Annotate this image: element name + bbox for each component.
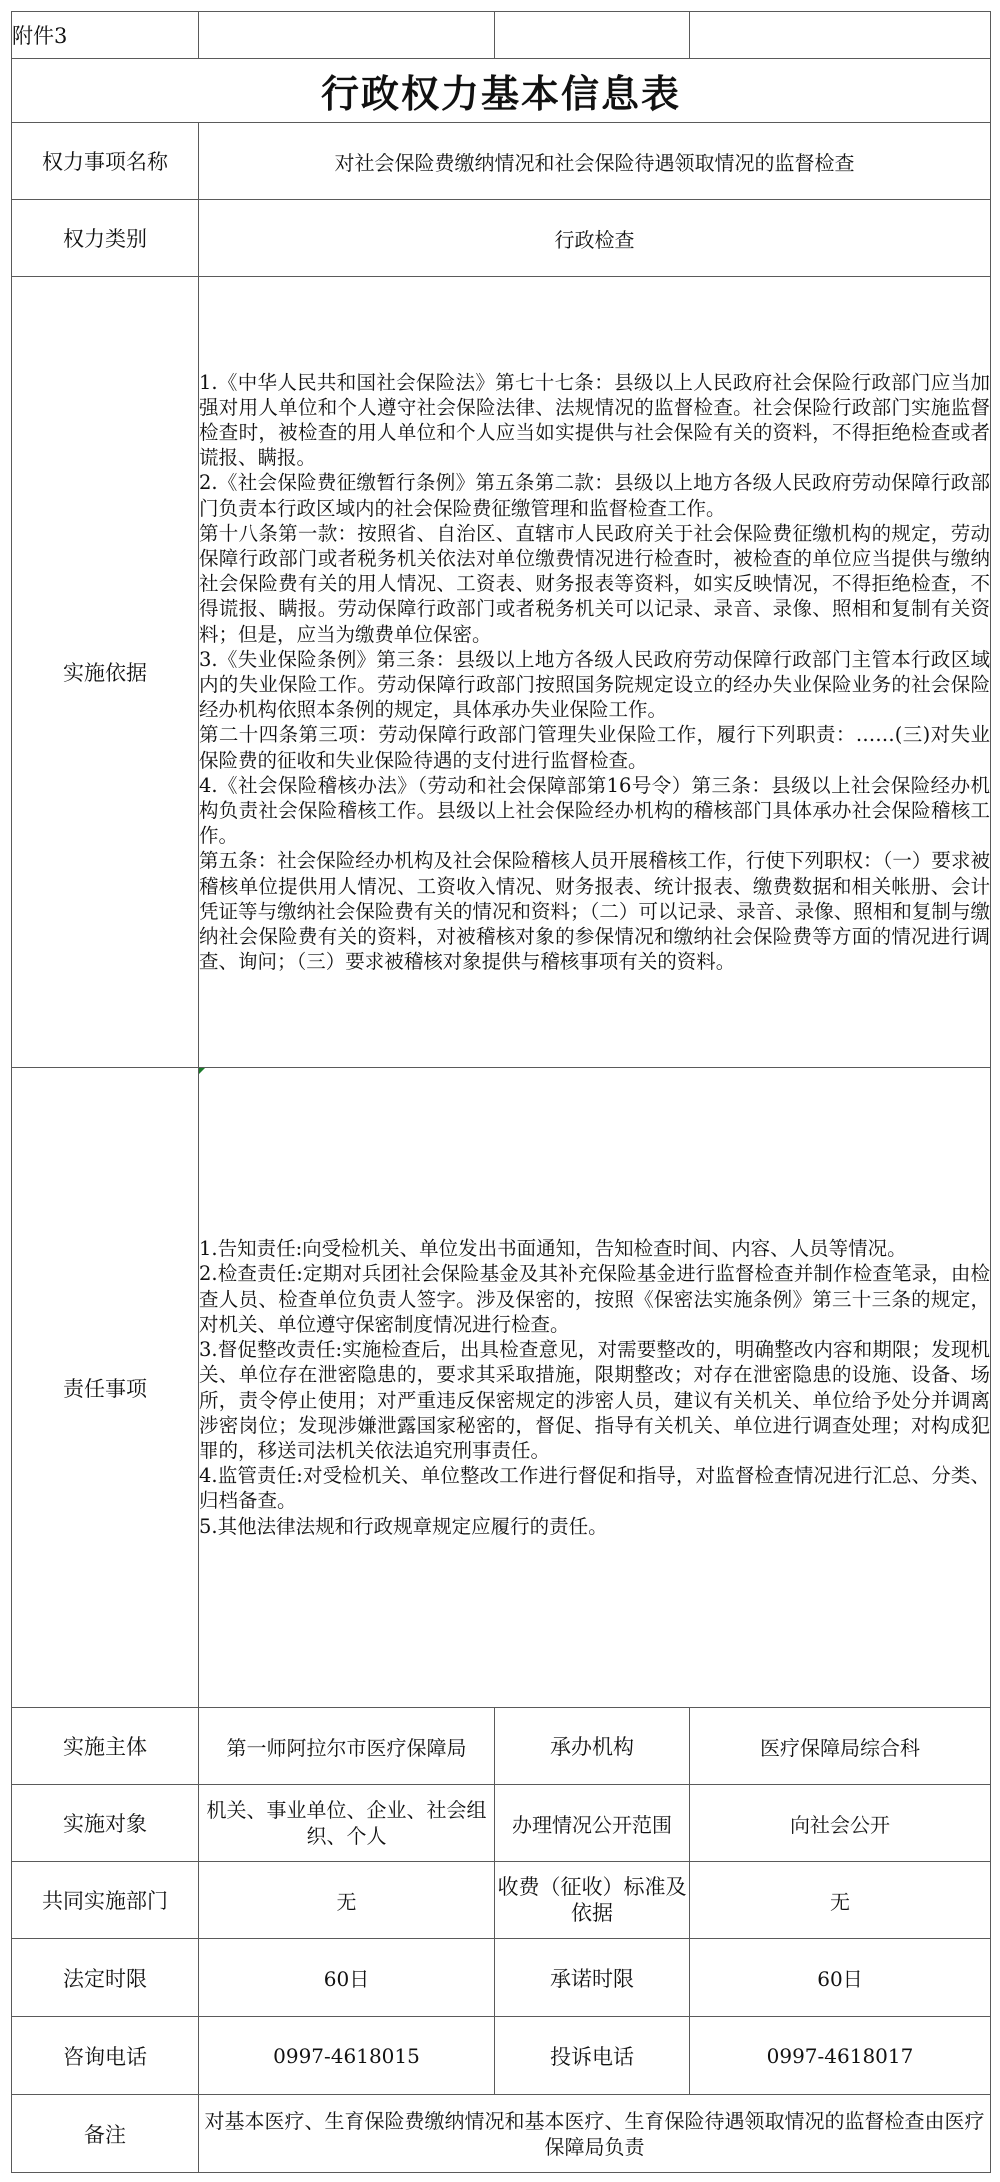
power-name-value: 对社会保险费缴纳情况和社会保险待遇领取情况的监督检查 bbox=[199, 123, 991, 200]
title-row bbox=[12, 59, 991, 123]
agency-label: 承办机构 bbox=[495, 1708, 690, 1785]
row-phone bbox=[12, 2017, 991, 2095]
duty-paragraph: 2.检查责任:定期对兵团社会保险基金及其补充保险基金进行监督检查并制作检查笔录，由检查人员、检查单位负责人签字。涉及保密的，按照《保密法实施条例》第三十三条的规定，对机关、单位遵守保密制度情况进行检查。 bbox=[199, 1262, 990, 1336]
target-value: 机关、事业单位、企业、社会组织、个人 bbox=[199, 1785, 495, 1862]
cell-comment-marker bbox=[199, 1068, 205, 1074]
page-title: 行政权力基本信息表 bbox=[12, 59, 991, 123]
row-duty bbox=[12, 1068, 991, 1708]
fee-label: 收费（征收）标准及依据 bbox=[495, 1862, 690, 1939]
duty-label: 责任事项 bbox=[12, 1068, 199, 1708]
basis-paragraph: 1.《中华人民共和国社会保险法》第七十七条：县级以上人民政府社会保险行政部门应当加强对用人单位和个人遵守社会保险法律、法规情况的监督检查。社会保险行政部门实施监督检查时，被检查的用人单位和个人应当如实提供与社会保险有关的资料，不得拒绝检查或者谎报、瞒报。 bbox=[199, 370, 990, 470]
row-target bbox=[12, 1785, 991, 1862]
row-power-category bbox=[12, 200, 991, 277]
power-category-label: 权力类别 bbox=[12, 200, 199, 277]
disclosure-label: 办理情况公开范围 bbox=[495, 1785, 690, 1862]
power-category-value: 行政检查 bbox=[199, 200, 991, 277]
annex-label: 附件3 bbox=[12, 12, 199, 59]
remark-label: 备注 bbox=[12, 2095, 199, 2173]
subject-value: 第一师阿拉尔市医疗保障局 bbox=[199, 1708, 495, 1785]
duty-text bbox=[199, 1068, 991, 1708]
duty-paragraph: 4.监管责任:对受检机关、单位整改工作进行督促和指导，对监督检查情况进行汇总、分类、归档备查。 bbox=[199, 1464, 990, 1513]
annex-row bbox=[12, 12, 991, 59]
basis-paragraph: 第二十四条第三项：劳动保障行政部门管理失业保险工作，履行下列职责：……(三)对失业保险费的征收和失业保险待遇的支付进行监督检查。 bbox=[199, 723, 990, 772]
row-subject bbox=[12, 1708, 991, 1785]
row-remark bbox=[12, 2095, 991, 2173]
basis-text bbox=[199, 277, 991, 1068]
duty-paragraph: 1.告知责任:向受检机关、单位发出书面通知，告知检查时间、内容、人员等情况。 bbox=[199, 1237, 907, 1261]
remark-value: 对基本医疗、生育保险费缴纳情况和基本医疗、生育保险待遇领取情况的监督检查由医疗保障局负责 bbox=[199, 2095, 991, 2173]
row-limit bbox=[12, 1939, 991, 2017]
statutory-limit-value: 60日 bbox=[199, 1939, 495, 2017]
row-power-name bbox=[12, 123, 991, 200]
agency-value: 医疗保障局综合科 bbox=[690, 1708, 991, 1785]
disclosure-value: 向社会公开 bbox=[690, 1785, 991, 1862]
basis-paragraph: 3.《失业保险条例》第三条：县级以上地方各级人民政府劳动保障行政部门主管本行政区域内的失业保险工作。劳动保障行政部门按照国务院规定设立的经办失业保险业务的社会保险经办机构依照本条例的规定，具体承办失业保险工作。 bbox=[199, 647, 990, 722]
basis-paragraph: 第五条：社会保险经办机构及社会保险稽核人员开展稽核工作，行使下列职权：（一）要求被稽核单位提供用人情况、工资收入情况、财务报表、统计报表、缴费数据和相关帐册、会计凭证等与缴纳社会保险费有关的情况和资料；（二）可以记录、录音、录像、照相和复制与缴纳社会保险费有关的资料，对被稽核对象的参保情况和缴纳社会保险费等方面的情况进行调查、询问；（三）要求被稽核对象提供与稽核事项有关的资料。 bbox=[199, 849, 990, 974]
promised-limit-value: 60日 bbox=[690, 1939, 991, 2017]
basis-paragraph: 2.《社会保险费征缴暂行条例》第五条第二款：县级以上地方各级人民政府劳动保障行政部门负责本行政区域内的社会保险费征缴管理和监督检查工作。 bbox=[199, 471, 990, 520]
duty-paragraph: 3.督促整改责任:实施检查后，出具检查意见，对需要整改的，明确整改内容和期限；发现机关、单位存在泄密隐患的，要求其采取措施，限期整改；对存在泄密隐患的设施、设备、场所，责令停止使用；对严重违反保密规定的涉密人员，建议有关机关、单位给予处分并调离涉密岗位；发现涉嫌泄露国家秘密的，督促、指导有关机关、单位进行调查处理；对构成犯罪的，移送司法机关依法追究刑事责任。 bbox=[199, 1338, 990, 1462]
row-basis bbox=[12, 277, 991, 1068]
consult-phone-label: 咨询电话 bbox=[12, 2017, 199, 2095]
info-table bbox=[11, 11, 991, 2173]
basis-paragraph: 4.《社会保险稽核办法》（劳动和社会保障部第16号令）第三条：县级以上社会保险经办机构负责社会保险稽核工作。县级以上社会保险经办机构的稽核部门具体承办社会保险稽核工作。 bbox=[199, 773, 990, 848]
fee-value: 无 bbox=[690, 1862, 991, 1939]
subject-label: 实施主体 bbox=[12, 1708, 199, 1785]
row-joint bbox=[12, 1862, 991, 1939]
promised-limit-label: 承诺时限 bbox=[495, 1939, 690, 2017]
complaint-phone-value: 0997-4618017 bbox=[690, 2017, 991, 2095]
joint-label: 共同实施部门 bbox=[12, 1862, 199, 1939]
consult-phone-value: 0997-4618015 bbox=[199, 2017, 495, 2095]
target-label: 实施对象 bbox=[12, 1785, 199, 1862]
complaint-phone-label: 投诉电话 bbox=[495, 2017, 690, 2095]
duty-paragraph: 5.其他法律法规和行政规章规定应履行的责任。 bbox=[199, 1514, 608, 1538]
empty-cell bbox=[495, 12, 690, 59]
empty-cell bbox=[690, 12, 991, 59]
statutory-limit-label: 法定时限 bbox=[12, 1939, 199, 2017]
joint-value: 无 bbox=[199, 1862, 495, 1939]
basis-label: 实施依据 bbox=[12, 277, 199, 1068]
empty-cell bbox=[199, 12, 495, 59]
basis-paragraph: 第十八条第一款：按照省、自治区、直辖市人民政府关于社会保险费征缴机构的规定，劳动保障行政部门或者税务机关依法对单位缴费情况进行检查时，被检查的单位应当提供与缴纳社会保险费有关的用人情况、工资表、财务报表等资料，如实反映情况，不得拒绝检查，不得谎报、瞒报。劳动保障行政部门或者税务机关可以记录、录音、录像、照相和复制有关资料；但是，应当为缴费单位保密。 bbox=[199, 521, 990, 646]
power-name-label: 权力事项名称 bbox=[12, 123, 199, 200]
